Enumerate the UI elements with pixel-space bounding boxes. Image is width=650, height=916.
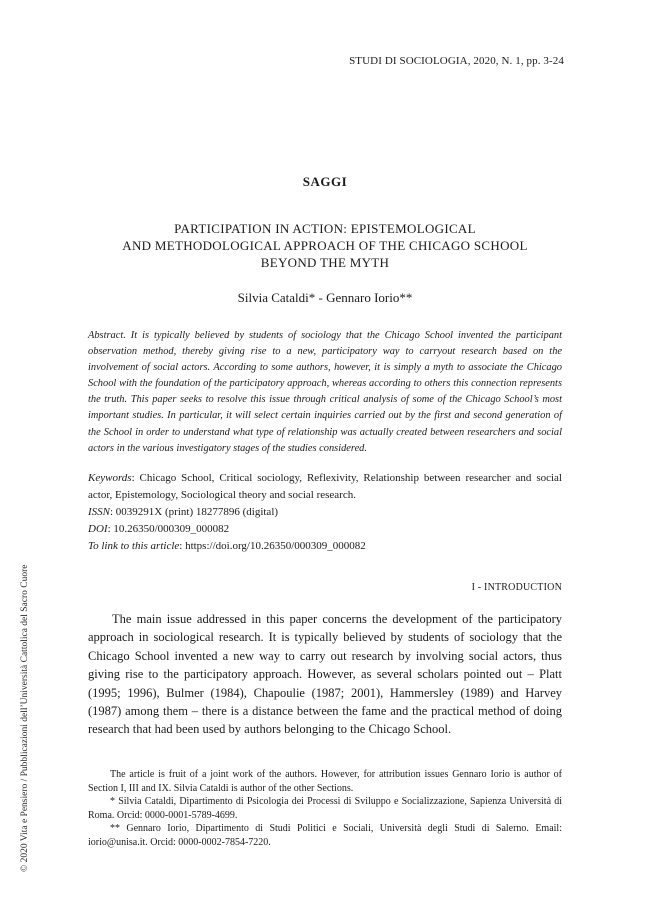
footnotes: [88, 768, 562, 850]
article-link: [88, 538, 562, 555]
abstract: Abstract. It is typically believed by students of sociology that the Chicago School invented the participant observation method, thereby giving rise to a new, participatory way to carryout research based on the involvement of social actors. According to some authors, however, it is simply a myth to associate the Chicago School with the foundation of the participatory approach, whereas according to others this connection represents the truth. This paper seeks to resolve this issue through critical analysis of some of the Chicago School’s most important studies. In particular, it will select certain inquiries carried out by the first and second generation of the School in order to understand what type of relationship was actually created between researchers and social actors in the various investigatory stages of the studies considered.: [88, 330, 562, 454]
doi-text: : 10.26350/000309_000082: [107, 523, 230, 535]
authors: Silvia Cataldi* - Gennaro Iorio**: [237, 290, 413, 305]
section-heading: I - INTRODUCTION: [471, 582, 562, 593]
section-label: SAGGI: [302, 174, 348, 189]
issn-label: ISSN: [88, 506, 110, 518]
footnote-attribution: The article is fruit of a joint work of the authors. However, for attribution issues Gennaro Iorio is author of Section I, III and IX. Silvia Cataldi is author of the other Sections.: [88, 769, 562, 794]
footnote-author-2: ** Gennaro Iorio, Dipartimento di Studi Politici e Sociali, Università degli Studi di Salerno. Email: iorio@unisa.it. Orcid: 0000-0002-7854-7220.: [88, 823, 562, 848]
article-metadata: [88, 470, 562, 555]
side-copyright: © 2020 Vita e Pensiero / Pubblicazioni dell’Università Cattolica del Sacro Cuore: [20, 564, 30, 872]
title-line-1: PARTICIPATION IN ACTION: EPISTEMOLOGICAL: [174, 221, 476, 236]
doi: [88, 521, 562, 538]
link-text[interactable]: : https://doi.org/10.26350/000309_000082: [179, 540, 366, 552]
footnote-author-1: * Silvia Cataldi, Dipartimento di Psicologia dei Processi di Sviluppo e Socializzazione, Sapienza Università di Roma. Orcid: 0000-0001-5789-4699.: [88, 796, 562, 821]
keywords-text: : Chicago School, Critical sociology, Reflexivity, Relationship between researcher and social actor, Epistemology, Sociological theory and social research.: [88, 472, 562, 501]
keywords-label: Keywords: [88, 472, 132, 484]
doi-label: DOI: [88, 523, 108, 535]
title-line-2: AND METHODOLOGICAL APPROACH OF THE CHICAGO SCHOOL: [122, 238, 528, 253]
title-line-3: BEYOND THE MYTH: [260, 255, 390, 270]
article-title: [88, 220, 562, 271]
issn-text: : 0039291X (print) 18277896 (digital): [110, 506, 279, 518]
body-paragraph: The main issue addressed in this paper concerns the development of the participatory approach in sociological research. It is typically believed by students of sociology that the Chicago School invented a new way to carry out research by involving social actors, thus giving rise to the participatory approach. However, as several scholars pointed out – Platt (1995; 1996), Bulmer (1984), Chapoulie (1987; 2001), Hammersley (1989) and Harvey (1987) among them – there is a distance between the fame and the practical method of doing research that had been used by authors belonging to the Chicago School.: [88, 612, 562, 737]
journal-reference: STUDI DI SOCIOLOGIA, 2020, N. 1, pp. 3-24: [349, 55, 564, 67]
issn: [88, 504, 562, 521]
link-label: To link to this article: [88, 540, 180, 552]
keywords: [88, 470, 562, 504]
